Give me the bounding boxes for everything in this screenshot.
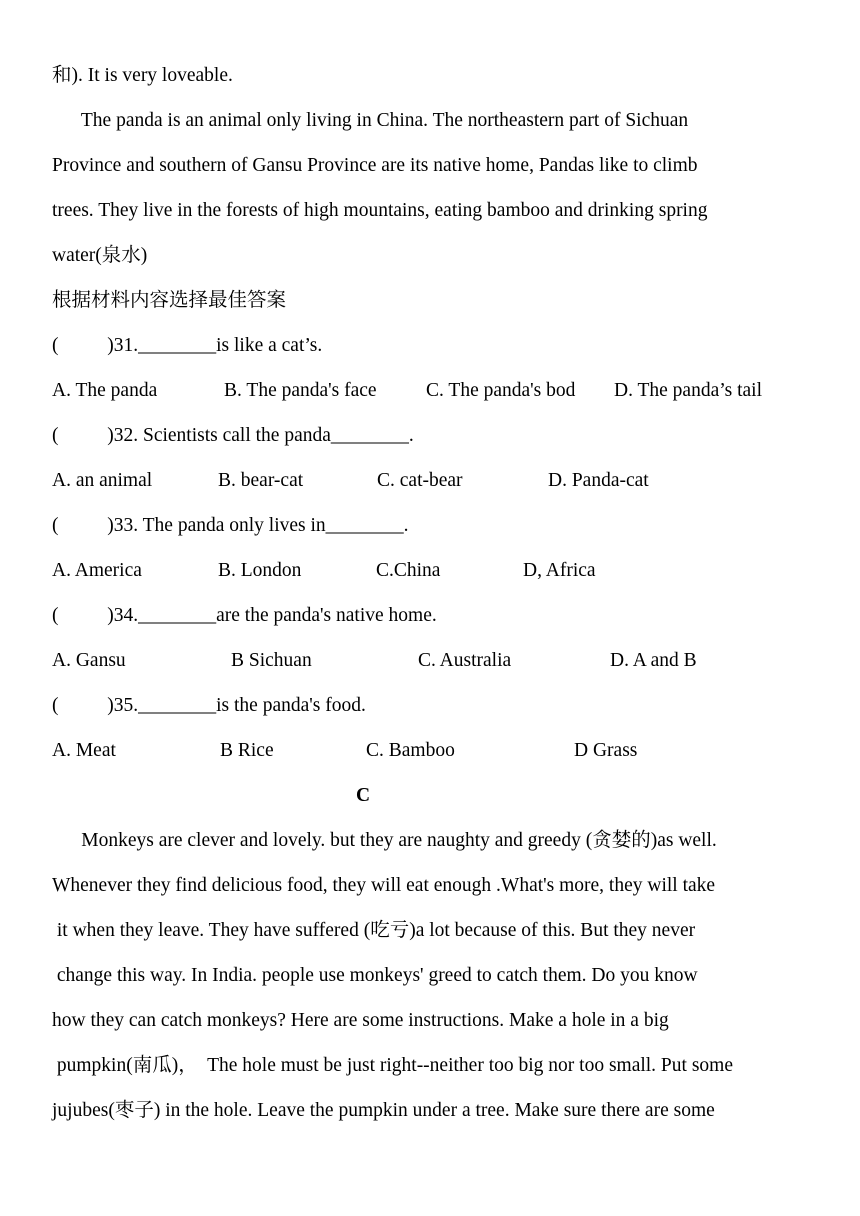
option-33-c: C.China xyxy=(376,560,441,581)
passage-b-line: water(泉水) xyxy=(52,245,148,266)
option-35-c: C. Bamboo xyxy=(366,740,455,761)
question-stem-35: ( )35.________is the panda's food. xyxy=(52,695,366,716)
option-34-c: C. Australia xyxy=(418,650,512,671)
option-35-d: D Grass xyxy=(574,740,638,761)
option-35-a: A. Meat xyxy=(52,740,116,761)
question-stem-31: ( )31.________is like a cat’s. xyxy=(52,335,323,356)
option-33-a: A. America xyxy=(52,560,142,581)
passage-c-line: Whenever they find delicious food, they will eat enough .What's more, they will take xyxy=(52,875,716,896)
option-31-d: D. The panda’s tail xyxy=(614,380,763,401)
passage-c-line: pumpkin(南瓜)， The hole must be just right--neither too big nor too small. Put some xyxy=(52,1055,733,1076)
option-31-b: B. The panda's face xyxy=(224,380,377,401)
instruction-text: 根据材料内容选择最佳答案 xyxy=(52,290,287,311)
option-31-c: C. The panda's bod xyxy=(426,380,576,401)
question-stem-33: ( )33. The panda only lives in________. xyxy=(52,515,409,536)
passage-b-line: trees. They live in the forests of high mountains, eating bamboo and drinking spring xyxy=(52,200,708,221)
option-31-a: A. The panda xyxy=(52,380,158,401)
option-34-d: D. A and B xyxy=(610,650,697,671)
passage-b-line: Province and southern of Gansu Province are its native home, Pandas like to climb xyxy=(52,155,698,176)
passage-b-line: The panda is an animal only living in China. The northeastern part of Sichuan xyxy=(52,110,689,131)
option-32-a: A. an animal xyxy=(52,470,153,491)
option-32-c: C. cat-bear xyxy=(377,470,463,491)
passage-b-line: 和). It is very loveable. xyxy=(52,65,233,86)
option-33-b: B. London xyxy=(218,560,302,581)
option-34-b: B Sichuan xyxy=(231,650,312,671)
passage-c-line: jujubes(枣子) in the hole. Leave the pumpkin under a tree. Make sure there are some xyxy=(52,1100,715,1121)
passage-c-line: how they can catch monkeys? Here are some instructions. Make a hole in a big xyxy=(52,1010,669,1031)
passage-c-line: change this way. In India. people use monkeys' greed to catch them. Do you know xyxy=(52,965,698,986)
option-32-d: D. Panda-cat xyxy=(548,470,649,491)
option-34-a: A. Gansu xyxy=(52,650,126,671)
passage-c-line: it when they leave. They have suffered (吃亏)a lot because of this. But they never xyxy=(52,920,696,941)
question-stem-34: ( )34.________are the panda's native home. xyxy=(52,605,437,626)
option-33-d: D, Africa xyxy=(523,560,596,581)
passage-c-line: Monkeys are clever and lovely. but they are naughty and greedy (贪婪的)as well. xyxy=(52,830,717,851)
option-32-b: B. bear-cat xyxy=(218,470,304,491)
section-heading-c: C xyxy=(356,785,371,806)
option-35-b: B Rice xyxy=(220,740,274,761)
question-stem-32: ( )32. Scientists call the panda________. xyxy=(52,425,414,446)
